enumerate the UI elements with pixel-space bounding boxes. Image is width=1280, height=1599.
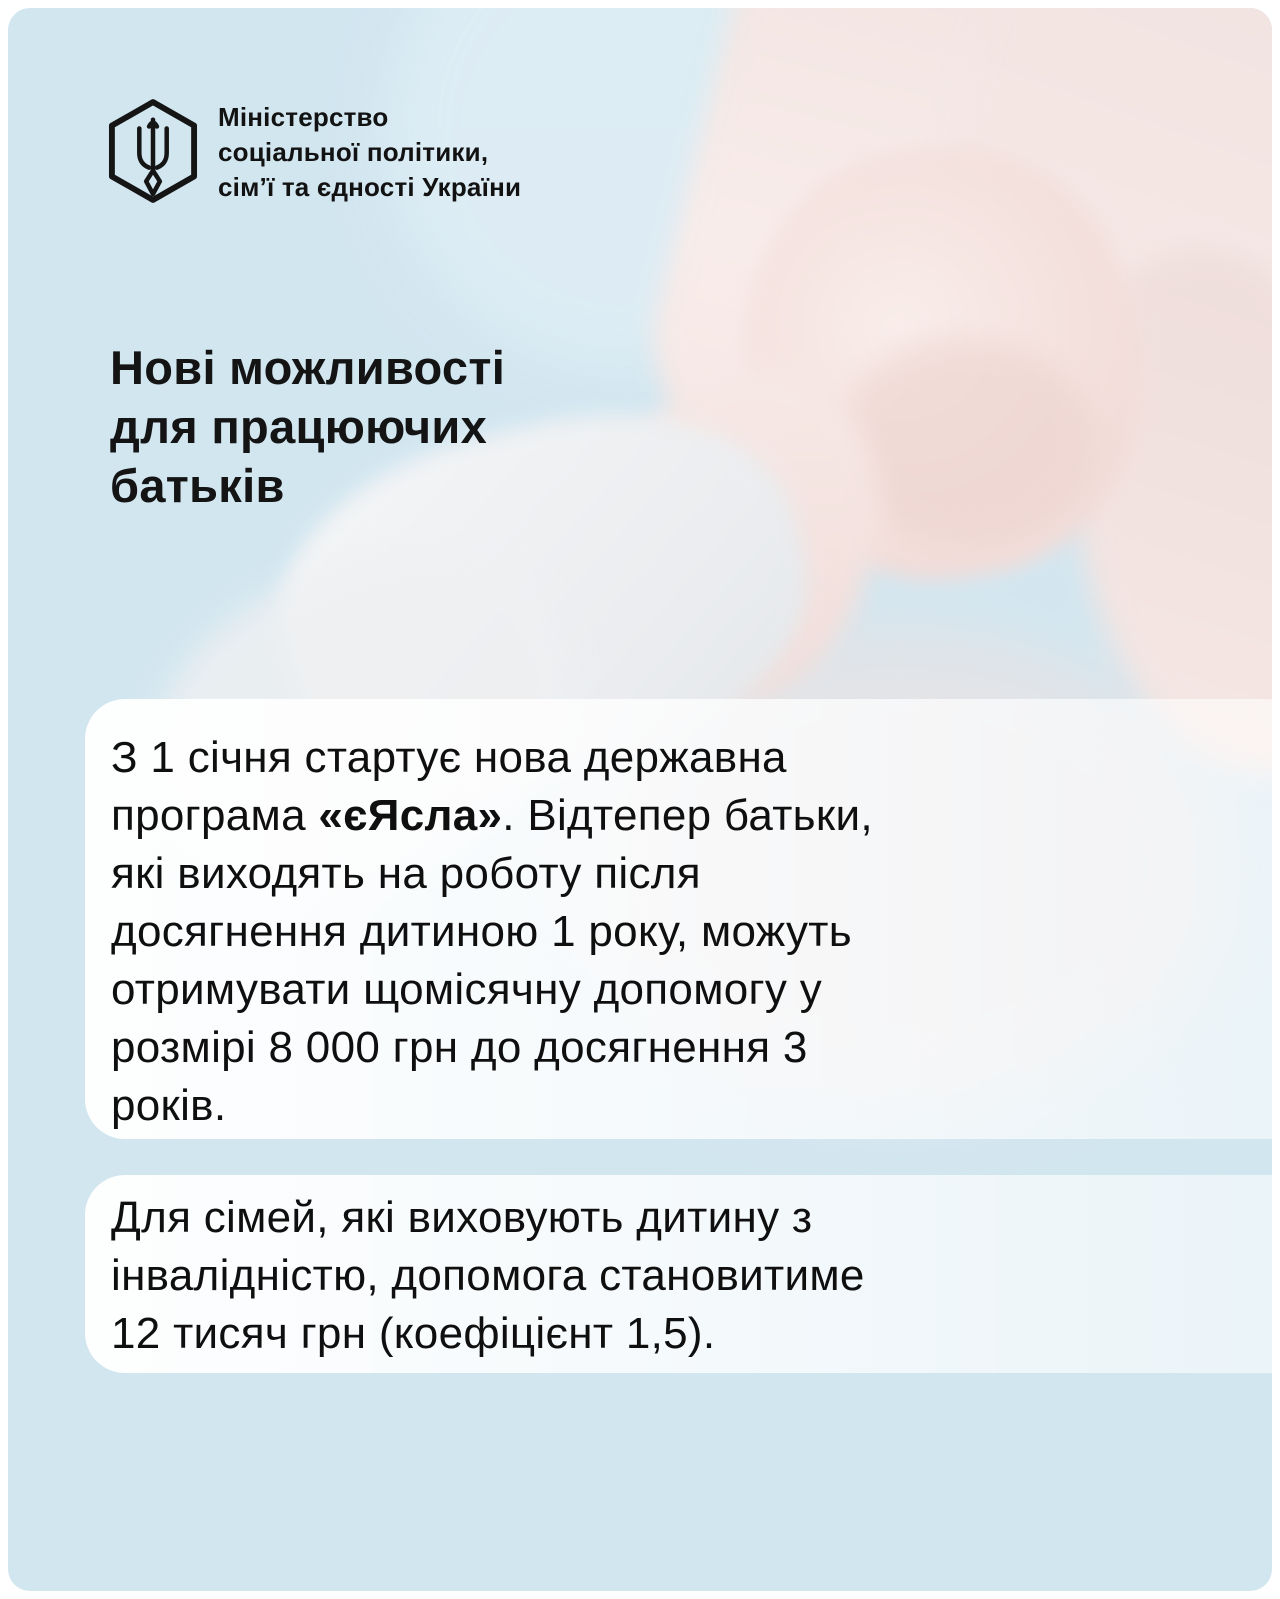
ministry-name-line: сім’ї та єдності України — [218, 172, 522, 202]
program-text-line: отримувати щомісячну допомогу у — [111, 965, 823, 1014]
page-title — [110, 338, 505, 515]
ministry-logo — [108, 98, 521, 205]
title-line: батьків — [110, 459, 285, 512]
disability-text-line: 12 тисяч грн (коефіцієнт 1,5). — [111, 1309, 716, 1358]
title-line: для працюючих — [110, 400, 488, 453]
disability-text-line: Для сімей, які виховують дитину з — [111, 1193, 813, 1242]
disability-text-line: інвалідністю, допомога становитиме — [111, 1251, 865, 1300]
ministry-name-line: Міністерство — [218, 102, 389, 132]
ukraine-trident-hexagon-icon — [108, 98, 198, 204]
program-text-segment: програма — [111, 791, 319, 840]
program-text-line: досягнення дитиною 1 року, можуть — [111, 907, 852, 956]
info-panel-program — [85, 699, 1272, 1139]
program-name-bold: «єЯсла» — [318, 791, 503, 840]
program-text-segment: . Відтепер батьки, — [502, 791, 873, 840]
title-line: Нові можливості — [110, 341, 506, 394]
info-panel-disability — [85, 1175, 1272, 1373]
ministry-name-line: соціальної політики, — [218, 137, 489, 167]
program-text-line — [111, 787, 1242, 845]
program-text-line: які виходять на роботу після — [111, 849, 701, 898]
ministry-name — [218, 100, 521, 205]
infographic-card — [8, 8, 1272, 1591]
program-text-line: розмірі 8 000 грн до досягнення 3 — [111, 1023, 808, 1072]
program-text-line: років. — [111, 1081, 227, 1130]
program-text-line: З 1 січня стартує нова державна — [111, 733, 787, 782]
